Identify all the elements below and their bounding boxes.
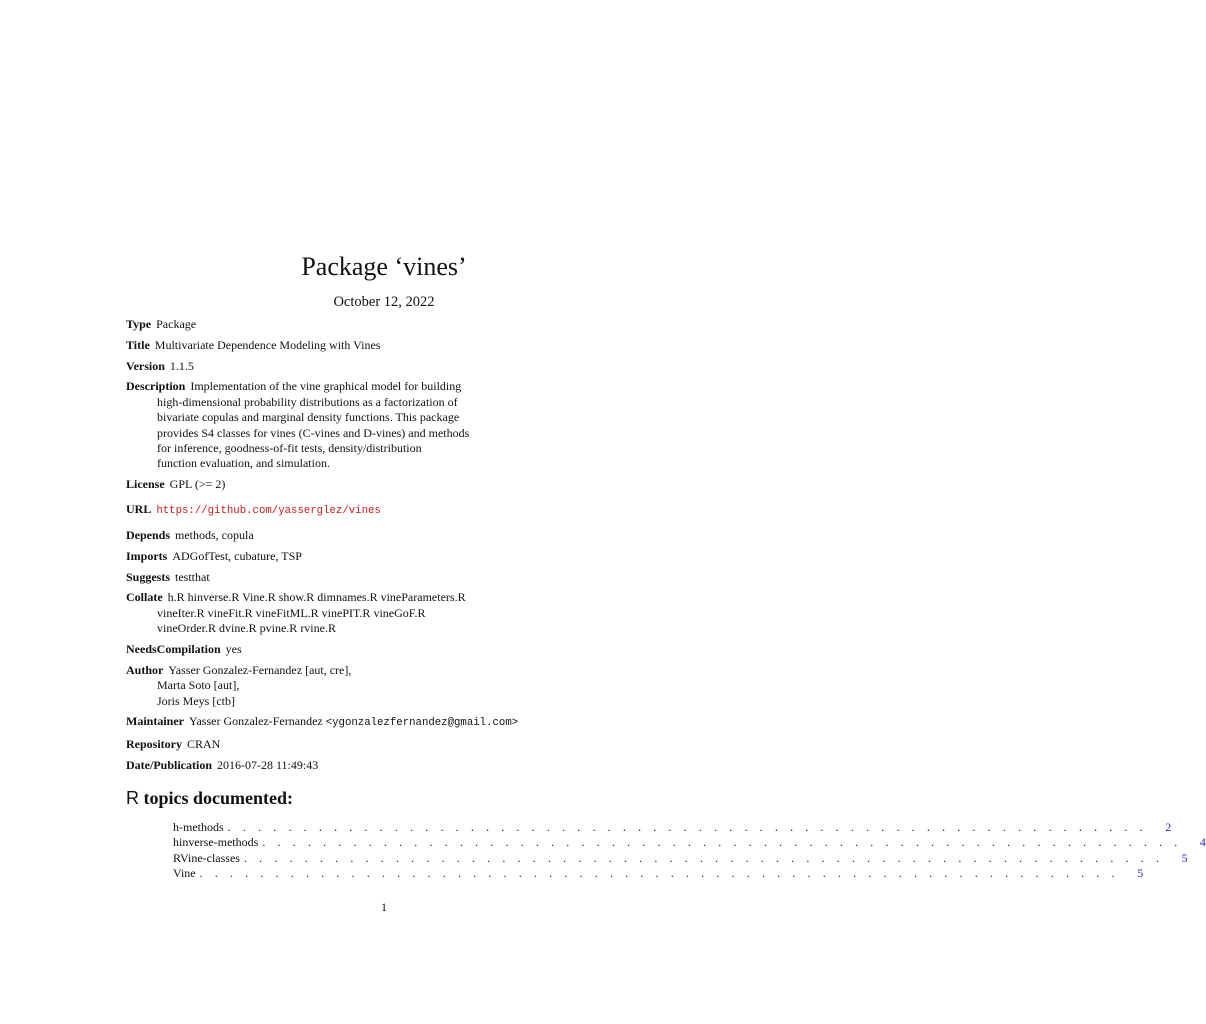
field-value: testthat <box>175 569 210 584</box>
field-value: h.R hinverse.R Vine.R show.R dimnames.R vineParameters.R <box>167 590 466 605</box>
toc-entry[interactable] <box>173 866 1144 881</box>
field-author <box>126 663 666 709</box>
field-label: Version <box>126 358 165 373</box>
toc-entry-name[interactable]: Vine <box>173 866 200 881</box>
field-continuation-line: function evaluation, and simulation. <box>157 456 330 471</box>
field-continuation-line: vineOrder.R dvine.R pvine.R rvine.R <box>157 621 336 636</box>
field-version <box>126 359 666 374</box>
toc-list <box>173 820 1206 882</box>
toc-entry-name[interactable]: RVine-classes <box>173 851 244 866</box>
field-label: Imports <box>126 548 168 563</box>
field-suggests <box>126 570 666 585</box>
toc-leader-dots: . . . . . . . . . . . . . . . . . . . . . . . . . . . . . . . . . . . . . . . . . . . . . . . . . . . . . . . . . . . . . <box>199 866 1120 881</box>
field-value: 2016-07-28 11:49:43 <box>217 758 319 773</box>
field-collate <box>126 590 666 636</box>
field-depends <box>126 528 666 543</box>
field-continuation-line: Joris Meys [ctb] <box>157 693 235 708</box>
field-continuation-line: high-dimensional probability distributions as a factorization of <box>157 394 458 409</box>
field-label: Author <box>126 662 164 677</box>
toc-entry-page-link[interactable]: 2 <box>1165 820 1172 834</box>
field-label: Title <box>126 337 150 352</box>
field-maintainer <box>126 714 666 731</box>
toc-entry[interactable] <box>173 835 1206 850</box>
field-label: Depends <box>126 528 171 543</box>
field-label: NeedsCompilation <box>126 642 221 657</box>
field-repository <box>126 737 666 752</box>
field-value: Yasser Gonzalez-Fernandez [aut, cre], <box>168 662 352 677</box>
field-needs-compilation <box>126 642 666 657</box>
field-continuation-line: bivariate copulas and marginal density functions. This package <box>157 410 460 425</box>
field-value: ADGofTest, cubature, TSP <box>172 548 302 563</box>
page-number: 1 <box>381 900 387 914</box>
maintainer-name: Yasser Gonzalez-Fernandez <box>189 714 323 729</box>
toc-leader-dots: . . . . . . . . . . . . . . . . . . . . . . . . . . . . . . . . . . . . . . . . . . . . . . . . . . . . . . . . . . . . . <box>243 850 1164 865</box>
maintainer-email: <ygonzalezfernandez@gmail.com> <box>325 717 519 730</box>
field-label: Collate <box>126 590 163 605</box>
field-value: CRAN <box>187 737 221 752</box>
toc-entry-page-link[interactable]: 4 <box>1199 835 1206 850</box>
toc-heading-text: topics documented: <box>139 788 293 808</box>
toc-entry-name[interactable]: h-methods <box>173 820 228 835</box>
field-label: License <box>126 477 165 492</box>
field-title <box>126 338 666 353</box>
field-value: methods, copula <box>175 528 254 543</box>
toc-entry-page-link[interactable]: 5 <box>1137 866 1144 881</box>
field-imports <box>126 549 666 564</box>
field-description <box>126 379 666 471</box>
field-license <box>126 477 666 492</box>
package-field-list <box>126 317 666 779</box>
field-type <box>126 317 666 332</box>
field-value: Package <box>156 317 197 331</box>
page-title: Package ‘vines’ <box>301 252 467 281</box>
field-label: Maintainer <box>126 714 184 729</box>
toc-entry[interactable] <box>173 850 1188 866</box>
url-link[interactable]: https://github.com/yasserglez/vines <box>156 504 381 517</box>
field-label: Date/Publication <box>126 758 212 773</box>
field-label: URL <box>126 501 152 516</box>
field-value: 1.1.5 <box>169 358 194 373</box>
toc-heading-r: R <box>126 788 139 808</box>
field-label: Suggests <box>126 569 171 584</box>
field-continuation-line: for inference, goodness-of-fit tests, density/distribution <box>157 441 422 456</box>
field-value: Multivariate Dependence Modeling with Vines <box>154 337 381 352</box>
field-url <box>126 502 666 519</box>
toc-leader-dots: . . . . . . . . . . . . . . . . . . . . . . . . . . . . . . . . . . . . . . . . . . . . . . . . . . . . . . . . . . . . . <box>227 820 1148 834</box>
field-date-publication <box>126 758 666 773</box>
toc-entry-page-link[interactable]: 5 <box>1181 850 1188 865</box>
page-date: October 12, 2022 <box>333 294 435 310</box>
field-continuation-line: provides S4 classes for vines (C-vines and D-vines) and methods <box>157 425 470 440</box>
field-label: Description <box>126 379 186 394</box>
field-value: Implementation of the vine graphical model for building <box>190 379 462 394</box>
field-value: yes <box>225 642 242 657</box>
field-continuation-line: Marta Soto [aut], <box>157 678 240 693</box>
field-continuation-line: vineIter.R vineFit.R vineFitML.R vinePIT.R vineGoF.R <box>157 605 426 620</box>
toc-entry-name[interactable]: hinverse-methods <box>173 835 262 850</box>
field-label: Repository <box>126 737 182 752</box>
toc-leader-dots: . . . . . . . . . . . . . . . . . . . . . . . . . . . . . . . . . . . . . . . . . . . . . . . . . . . . . . . . . . . . . <box>262 835 1182 850</box>
field-label: Type <box>126 317 152 331</box>
toc-heading <box>126 786 293 810</box>
toc-entry[interactable] <box>173 820 1172 835</box>
field-value: GPL (>= 2) <box>169 477 226 492</box>
